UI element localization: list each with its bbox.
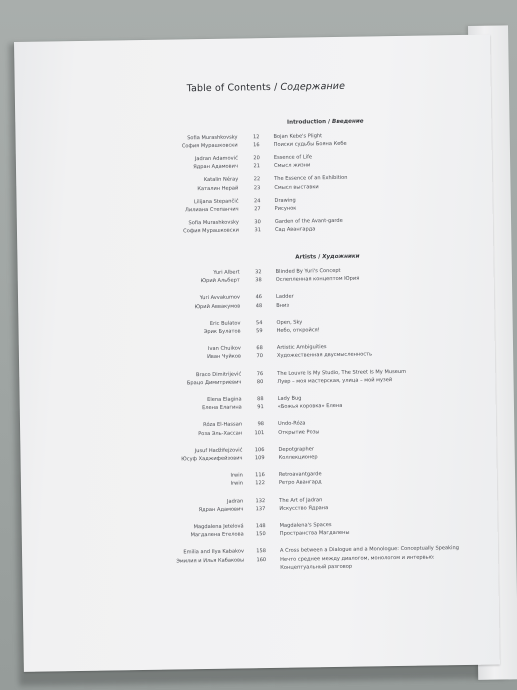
entry-page-number: 98 bbox=[257, 421, 265, 428]
entry-author: Katalin Néray bbox=[203, 176, 239, 184]
entry-title: Искусство Ядрана bbox=[279, 504, 329, 512]
entry-page-number: 70 bbox=[256, 353, 264, 360]
entry-author-column bbox=[162, 155, 238, 173]
entry-page-number: 68 bbox=[256, 345, 263, 352]
entry-title: Небо, откройся! bbox=[276, 327, 320, 334]
entry-page-number-column bbox=[250, 395, 264, 412]
entry-page-number-column bbox=[252, 547, 266, 564]
entry-page-number: 150 bbox=[255, 531, 266, 538]
entry-title: Retroavantgarde bbox=[278, 471, 322, 479]
entry-author: Юсуф Хаджифейзович bbox=[181, 455, 243, 463]
toc-entry[interactable] bbox=[164, 290, 484, 313]
entry-title: Пространства Магдалены bbox=[279, 529, 350, 538]
entry-title: Поиски судьбы Бояна Кебе bbox=[273, 140, 347, 149]
section-heading-ru: Введение bbox=[331, 118, 364, 126]
entry-title: Depotgrapher bbox=[278, 446, 315, 453]
entry-page-number: 16 bbox=[253, 142, 260, 149]
toc-entry[interactable] bbox=[164, 315, 484, 338]
entry-page-number: 101 bbox=[254, 429, 265, 436]
entry-author-column bbox=[161, 134, 237, 152]
entry-page-number-column bbox=[250, 421, 264, 438]
entry-title: Undo-Róza bbox=[277, 420, 306, 428]
entry-author-column bbox=[166, 421, 242, 439]
entry-title: Magdalena's Spaces bbox=[279, 522, 332, 529]
entry-title-column bbox=[277, 366, 477, 386]
entry-title: Смысл жизни bbox=[273, 162, 311, 170]
title-separator: / bbox=[270, 81, 281, 93]
entry-page-number: 91 bbox=[257, 404, 264, 411]
toc-entry[interactable] bbox=[162, 193, 482, 216]
entry-page-number-column bbox=[248, 319, 262, 336]
entry-title: Вниз bbox=[276, 302, 290, 309]
entry-author: Braco Dimitrijević bbox=[195, 371, 242, 378]
table-of-contents bbox=[175, 79, 475, 571]
entry-author: Магдалена Етелова bbox=[190, 531, 244, 539]
toc-entry[interactable] bbox=[162, 151, 482, 174]
entry-author: София Мурашковски bbox=[183, 227, 240, 235]
entry-page-number: 160 bbox=[256, 556, 267, 563]
entry-author: Ядран Адамович bbox=[193, 163, 239, 171]
entry-author-column bbox=[164, 319, 240, 337]
entry-author: Jusuf Hadžifejzović bbox=[194, 447, 243, 455]
entry-author-column bbox=[162, 176, 238, 194]
entry-title-column bbox=[276, 316, 476, 336]
entry-title: Essence of Life bbox=[273, 154, 313, 162]
page-title bbox=[175, 79, 487, 95]
entry-author-column bbox=[164, 268, 240, 286]
entry-title-column bbox=[280, 544, 480, 572]
entry-page-number: 31 bbox=[254, 227, 262, 234]
entry-title-column bbox=[278, 443, 478, 463]
title-en: Table of Contents bbox=[186, 81, 272, 95]
entry-title: Ретро Авангард bbox=[278, 479, 322, 487]
entry-title: Открытие Розы bbox=[278, 428, 320, 436]
entry-title: Blinded By Yuri's Concept bbox=[275, 267, 341, 275]
entry-author-column bbox=[165, 345, 241, 363]
entry-page-number: 12 bbox=[252, 134, 260, 141]
entry-page-number-column bbox=[246, 197, 260, 214]
title-ru: Содержание bbox=[280, 80, 346, 93]
entry-title-column bbox=[274, 172, 474, 192]
entry-author: Лилиана Степанчич bbox=[184, 206, 239, 214]
entry-author-column bbox=[164, 294, 240, 312]
entry-page-number-column bbox=[248, 268, 262, 285]
entry-author: Иван Чуйков bbox=[207, 353, 242, 361]
toc-entry[interactable] bbox=[165, 341, 485, 364]
entry-title: A Cross between a Dialogue and a Monologue: Conceptually Speaking bbox=[279, 545, 460, 555]
section-heading-separator: / bbox=[326, 119, 333, 126]
entry-page-number: 20 bbox=[253, 155, 260, 162]
entry-title: The Essence of an Exhibition bbox=[274, 175, 348, 183]
entry-title: Ladder bbox=[275, 294, 294, 301]
toc-entry[interactable] bbox=[162, 172, 482, 195]
entry-author: Irwin bbox=[230, 480, 244, 488]
entry-title: Garden of the Avant-garde bbox=[274, 217, 343, 225]
entry-page-number: 148 bbox=[255, 523, 266, 530]
entry-title-column bbox=[274, 151, 474, 171]
entry-page-number-column bbox=[252, 522, 266, 539]
toc-entry[interactable] bbox=[166, 392, 486, 415]
entry-author-column bbox=[163, 218, 239, 236]
toc-entry[interactable] bbox=[168, 519, 488, 542]
entry-page-number: 22 bbox=[253, 176, 261, 183]
entry-author-column bbox=[166, 446, 242, 464]
entry-title: Drawing bbox=[274, 197, 296, 204]
entry-page-number: 116 bbox=[255, 472, 265, 479]
entry-title-column bbox=[277, 341, 477, 361]
entry-title-column bbox=[275, 215, 475, 235]
section-heading-en: Artists bbox=[295, 254, 317, 261]
entry-title-column bbox=[280, 519, 480, 539]
entry-author: Елена Елагина bbox=[202, 404, 242, 412]
entry-author: Lilijana Stepančić bbox=[193, 198, 239, 205]
entry-title: Лувр – моя мастерская, улица – мой музей bbox=[277, 376, 393, 385]
entry-title: The Louvre Is My Studio, The Street Is My Museum bbox=[277, 368, 407, 377]
entry-page-number-column bbox=[249, 370, 263, 387]
entry-title-column bbox=[278, 417, 478, 437]
toc-entry[interactable] bbox=[167, 468, 487, 491]
entry-page-number-column bbox=[246, 154, 260, 171]
entry-title: Lady Bug bbox=[277, 395, 302, 402]
toc-entry[interactable] bbox=[166, 442, 486, 465]
entry-page-number: 21 bbox=[253, 163, 261, 170]
entry-title-column bbox=[276, 290, 476, 310]
toc-entry[interactable] bbox=[165, 366, 485, 389]
entry-title: Нечто среднее между диалогом, монологом и интервью: bbox=[280, 554, 435, 563]
entry-author: Elena Elagina bbox=[207, 396, 242, 404]
entry-page-number: 106 bbox=[254, 446, 265, 454]
entry-page-number: 27 bbox=[254, 205, 261, 213]
entry-author: Ядран Адамович bbox=[198, 506, 244, 513]
entry-title: The Art of Jadran bbox=[279, 496, 323, 504]
entry-page-number: 109 bbox=[254, 455, 265, 462]
entry-title-column bbox=[276, 265, 476, 285]
section-heading bbox=[175, 117, 475, 128]
entry-title-column bbox=[274, 193, 474, 213]
entry-page-number-column bbox=[251, 471, 265, 488]
entry-author: Роза Эль-Хассан bbox=[198, 430, 243, 437]
entry-page-number: 137 bbox=[255, 505, 266, 513]
entry-page-number: 23 bbox=[253, 184, 261, 191]
entry-title: Bojan Kebe's Plight bbox=[273, 133, 323, 140]
entry-page-number-column bbox=[251, 497, 265, 514]
entry-title: Концептуальный разговор bbox=[280, 563, 353, 571]
entry-page-number: 59 bbox=[256, 328, 263, 335]
entry-page-number: 24 bbox=[253, 197, 261, 204]
entry-author: Юрий Аввакумов bbox=[194, 303, 241, 310]
entry-page-number: 122 bbox=[255, 480, 266, 487]
entry-author-column bbox=[166, 395, 242, 413]
entry-page-number: 48 bbox=[255, 302, 263, 309]
entry-title: Рисунок bbox=[274, 205, 297, 212]
entry-page-number: 54 bbox=[255, 319, 263, 327]
entry-author: Eric Bulatov bbox=[209, 320, 241, 327]
entry-title: Коллекционер bbox=[278, 454, 318, 461]
entry-author: Jadran Adamović bbox=[194, 155, 238, 163]
entry-title-column bbox=[279, 493, 479, 513]
entry-author: Emilia and Ilya Kabakov bbox=[183, 548, 245, 556]
entry-author: София Мурашковски bbox=[181, 142, 238, 150]
entry-title-column bbox=[279, 468, 479, 488]
section-heading-en: Introduction bbox=[286, 119, 327, 126]
toc-entry[interactable] bbox=[168, 544, 488, 571]
entry-page-number-column bbox=[247, 218, 261, 235]
section-heading bbox=[177, 252, 477, 263]
entry-title: Смысл выставки bbox=[274, 183, 319, 191]
entry-title: Artistic Ambiguities bbox=[276, 344, 327, 352]
entry-page-number: 76 bbox=[256, 370, 264, 377]
entry-author: Ivan Chuikov bbox=[207, 345, 241, 353]
entry-author-column bbox=[162, 197, 238, 215]
entry-title: «Божья коровка» Елена bbox=[277, 403, 343, 411]
entry-page-number: 46 bbox=[255, 294, 263, 301]
entry-page-number-column bbox=[246, 176, 260, 193]
entry-page-number: 132 bbox=[255, 497, 266, 504]
entry-title: Ослепленная концептом Юрия bbox=[275, 275, 360, 284]
toc-entry[interactable] bbox=[166, 417, 486, 440]
section-heading-separator: / bbox=[316, 254, 323, 261]
book-page bbox=[14, 35, 500, 672]
toc-entry[interactable] bbox=[167, 493, 487, 516]
entry-page-number-column bbox=[248, 294, 262, 311]
entry-author: Jadran bbox=[226, 498, 244, 505]
toc-entry[interactable] bbox=[164, 265, 484, 288]
entry-author: Эмилия и Илья Кабаковы bbox=[176, 557, 245, 565]
entry-author: Sofia Murashkovsky bbox=[187, 134, 238, 142]
entry-page-number: 32 bbox=[255, 269, 262, 276]
entry-page-number: 38 bbox=[255, 277, 262, 284]
entry-page-number-column bbox=[250, 446, 264, 463]
entry-author-column bbox=[167, 472, 243, 490]
section-heading-ru: Художники bbox=[322, 253, 360, 261]
entry-title: Сад Авангарда bbox=[274, 226, 316, 233]
entry-title-column bbox=[273, 130, 473, 150]
entry-author: Irwin bbox=[230, 472, 243, 479]
entry-page-number-column bbox=[249, 344, 263, 361]
entry-author: Yuri Avvakumov bbox=[199, 294, 241, 302]
entry-author: Юрий Альберт bbox=[200, 277, 240, 285]
entry-title: Open, Sky bbox=[276, 319, 303, 326]
entry-page-number-column bbox=[245, 133, 259, 150]
entry-author-column bbox=[167, 497, 243, 515]
entry-page-number: 80 bbox=[256, 378, 264, 386]
entry-title: Художественная двусмысленность bbox=[276, 351, 373, 360]
toc-entry[interactable] bbox=[163, 214, 483, 237]
entry-page-number: 30 bbox=[254, 218, 261, 226]
entry-author: Брацо Димитриевич bbox=[186, 379, 242, 387]
entry-page-number: 158 bbox=[256, 548, 267, 555]
entry-author-column bbox=[165, 370, 241, 388]
entry-author-column bbox=[168, 548, 244, 566]
entry-author: Yuri Albert bbox=[213, 269, 240, 276]
entry-author-column bbox=[168, 522, 244, 540]
entry-author: Magdalena Jetelová bbox=[193, 523, 244, 531]
entry-author: Róza El-Hassan bbox=[203, 421, 243, 429]
entry-author: Каталин Нерай bbox=[197, 185, 239, 192]
entry-page-number: 88 bbox=[257, 396, 264, 403]
entry-title-column bbox=[278, 392, 478, 412]
entry-author: Эрик Булатов bbox=[203, 328, 241, 336]
toc-entry[interactable] bbox=[161, 130, 481, 153]
entry-author: Sofia Murashkovsky bbox=[188, 219, 239, 227]
